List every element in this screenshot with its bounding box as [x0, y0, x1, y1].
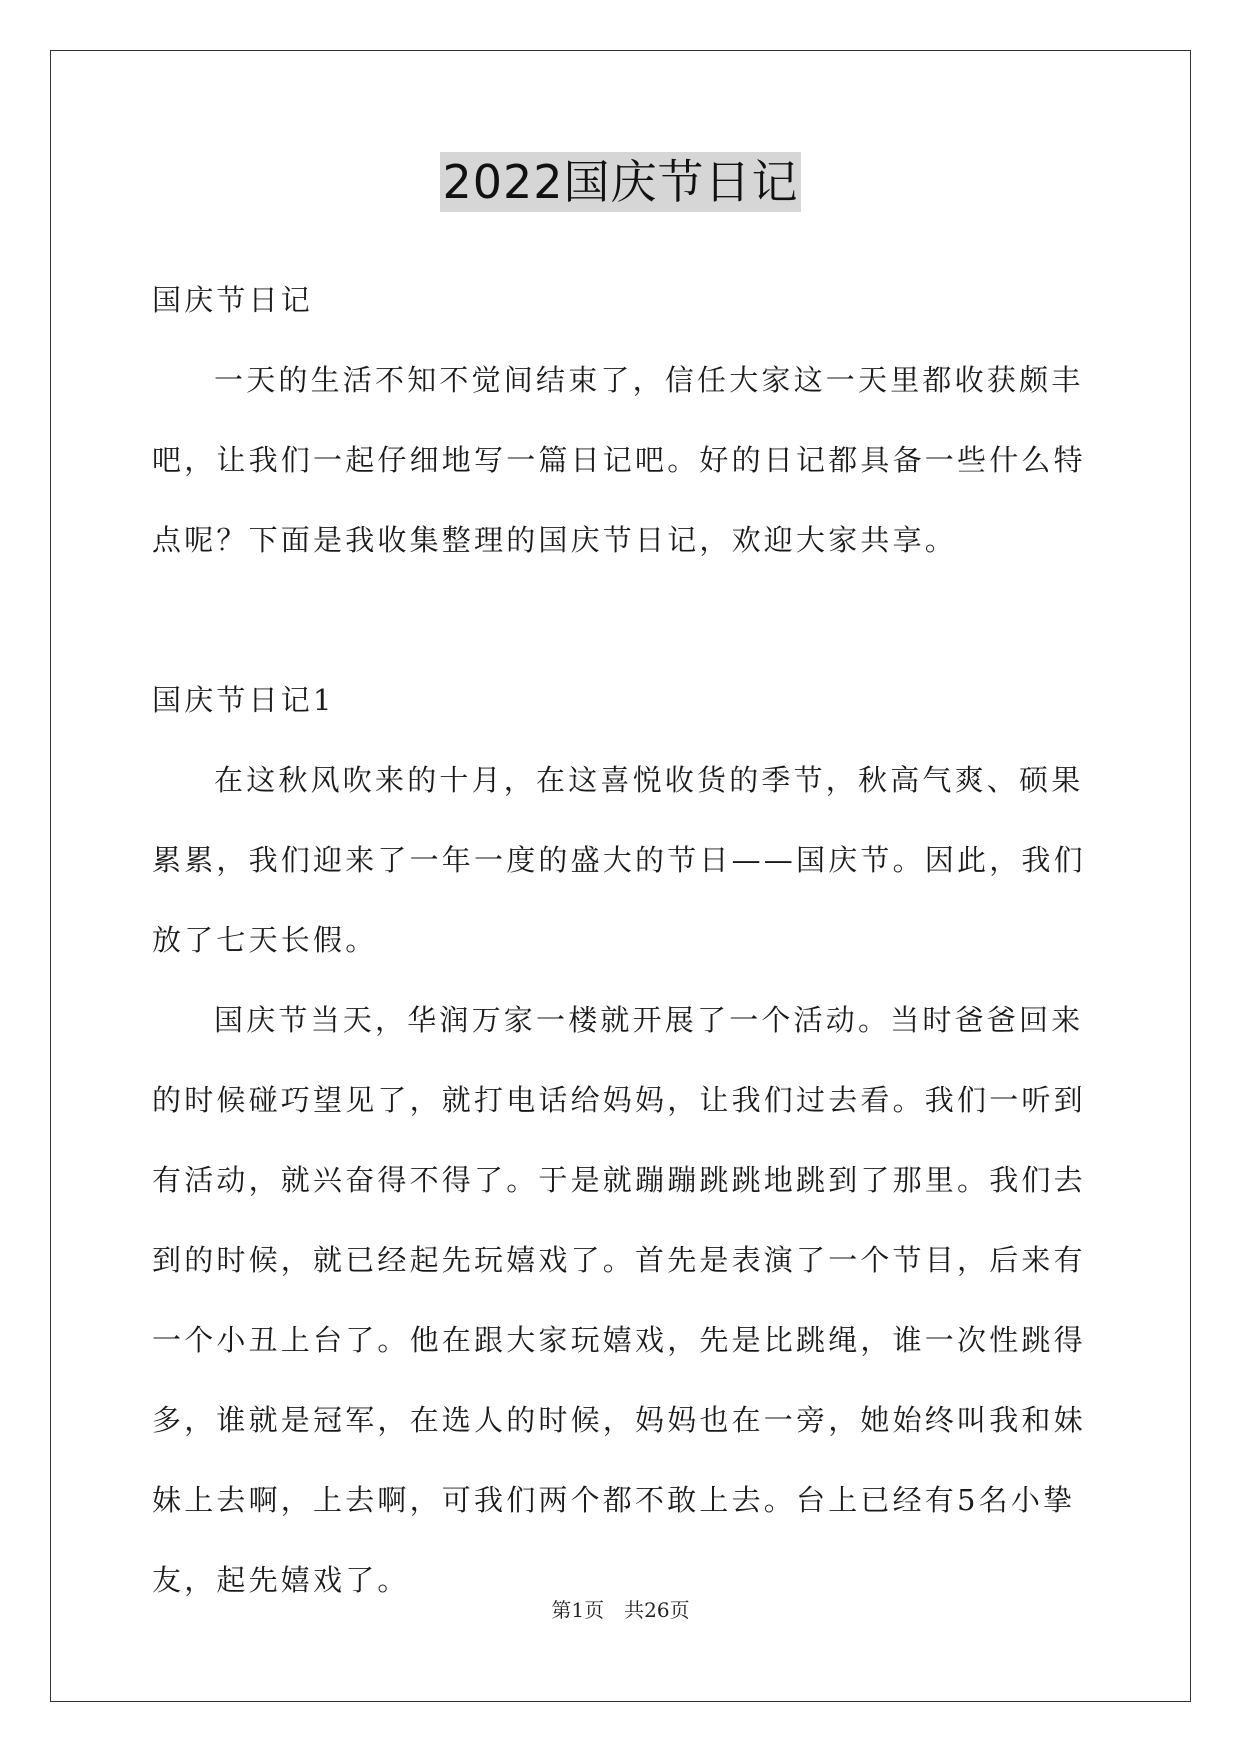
- section-heading: 国庆节日记: [152, 283, 314, 317]
- document-title: 2022国庆节日记: [440, 152, 800, 212]
- diary-paragraph-1: 在这秋风吹来的十月，在这喜悦收货的季节，秋高气爽、硕果累累，我们迎来了一年一度的盛大的节日——国庆节。因此，我们放了七天长假。: [152, 763, 1086, 957]
- page-footer: [0, 1594, 1241, 1623]
- title-container: [0, 152, 1241, 212]
- diary-heading-1: 国庆节日记1: [152, 683, 335, 717]
- page-number: 第1页: [551, 1598, 605, 1622]
- document-body: [152, 260, 1097, 1620]
- page-total: 共26页: [624, 1598, 690, 1622]
- diary-paragraph-2: 国庆节当天，华润万家一楼就开展了一个活动。当时爸爸回来的时候碰巧望见了，就打电话给妈妈，让我们过去看。我们一听到有活动，就兴奋得不得了。于是就蹦蹦跳跳地跳到了那里。我们去到的时候，就已经起先玩嬉戏了。首先是表演了一个节目，后来有一个小丑上台了。他在跟大家玩嬉戏，先是比跳绳，谁一次性跳得多，谁就是冠军，在选人的时候，妈妈也在一旁，她始终叫我和妹妹上去啊，上去啊，可我们两个都不敢上去。台上已经有5名小挚友，起先嬉戏了。: [152, 1003, 1086, 1597]
- paragraph-gap: [152, 580, 1097, 660]
- intro-paragraph: 一天的生活不知不觉间结束了，信任大家这一天里都收获颇丰吧，让我们一起仔细地写一篇日记吧。好的日记都具备一些什么特点呢？下面是我收集整理的国庆节日记，欢迎大家共享。: [152, 363, 1086, 557]
